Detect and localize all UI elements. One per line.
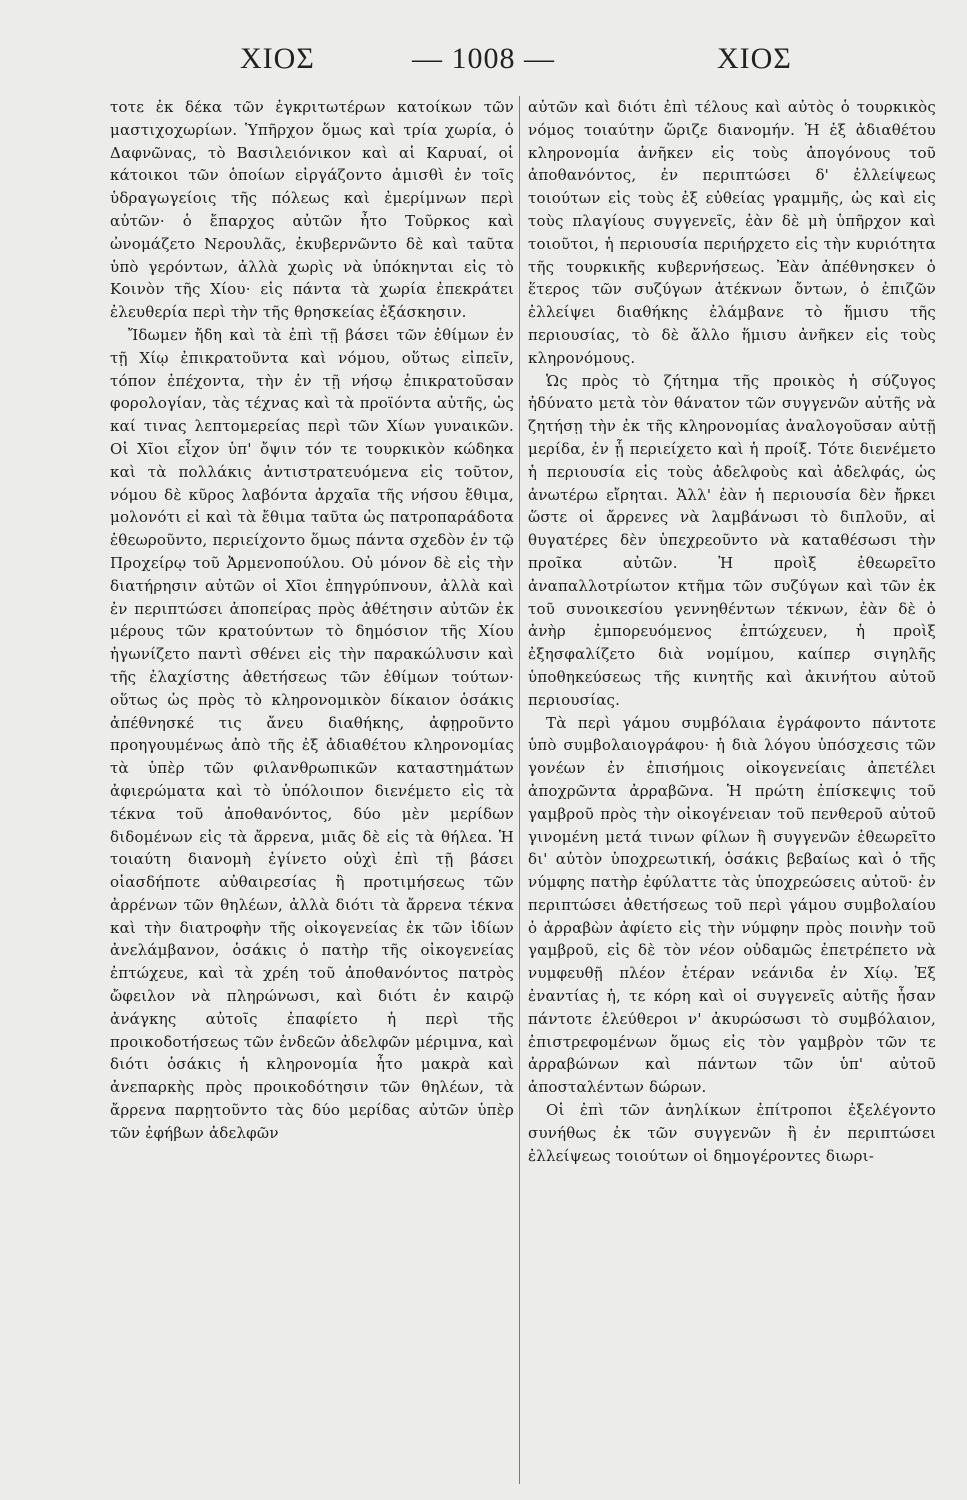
running-title-left: ΧΙΟΣ: [240, 42, 315, 75]
paragraph: Τὰ περὶ γάμου συμβόλαια ἐγράφοντο πάντοτε ὑπὸ συμβολαιογράφου· ἡ διὰ λόγου ὑπόσχεσις τῶν γονέων ἐν ἐπισήμοις οἰκογενείαις ἀπετέλει ἀποχρῶντα ἀρραβῶνα. Ἡ πρώτη ἐπίσκεψις τοῦ γαμβροῦ πρὸς τὴν οἰκογένειαν τοῦ πενθεροῦ αὐτοῦ γινομένη μετά τινων φίλων ἢ συγγενῶν ἐθεωρεῖτο δι' αὐτὸν ὑποχρεωτική, ὁσάκις βεβαίως καὶ ὁ τῆς νύμφης πατὴρ ἐφύλαττε τὰς ὑποχρεώσεις αὐτοῦ· ἐν περιπτώσει ἀθετήσεως τοῦ περὶ γάμου συμβολαίου ὁ ἀρραβὼν ἀφίετο εἰς τὴν νύμφην πρὸς ποινὴν τοῦ γαμβροῦ, εἰς δὲ τὸν νέον οὐδαμῶς ἐπετρέπετο νὰ νυμφευθῇ πλέον ἑτέραν νεάνιδα ἐν Χίῳ. Ἐξ ἐναντίας ἡ, τε κόρη καὶ οἱ συγγενεῖς αὐτῆς ἦσαν πάντοτε ἐλεύθεροι ν' ἀκυρώσωσι τὸ συμβόλαιον, ἐπιστρεφομένων ὅμως εἰς τὸν γαμβρὸν τῶν τε ἀρραβώνων καὶ πάντων τῶν ὑπ' αὐτοῦ ἀποσταλέντων δώρων.: [528, 713, 936, 1097]
page-header: [0, 42, 967, 92]
column-divider: [519, 96, 520, 1484]
running-title-right: ΧΙΟΣ: [717, 42, 792, 75]
paragraph: Ὡς πρὸς τὸ ζήτημα τῆς προικὸς ἡ σύζυγος ἠδύνατο μετὰ τὸν θάνατον τῶν συγγενῶν αὐτῆς νὰ ζητήσῃ τὴν ἐκ τῆς κληρονομίας ἀναλογοῦσαν αὐτῇ μερίδα, ἐν ᾗ περιείχετο καὶ ἡ προίξ. Τότε διενέμετο ἡ περιουσία εἰς τοὺς ἀδελφοὺς καὶ ἀδελφάς, ὡς ἀνωτέρω εἴρηται. Ἀλλ' ἐὰν ἡ περιουσία δὲν ἤρκει ὥστε οἱ ἄρρενες νὰ λαμβάνωσι τὸ διπλοῦν, αἱ θυγατέρες δὲν ὑπεχρεοῦντο νὰ καταθέσωσι τὴν προῖκα αὐτῶν. Ἡ προὶξ ἐθεωρεῖτο ἀναπαλλοτρίωτον κτῆμα τῶν συζύγων καὶ τῶν ἐκ τοῦ συνοικεσίου γεννηθέντων τέκνων, ἐὰν δὲ ὁ ἀνὴρ ἐμπορευόμενος ἐπτώχευεν, ἡ προὶξ ἐξησφαλίζετο διὰ νομίμου, καίπερ σιγηλῆς ὑποθηκεύσεως τῆς κινητῆς καὶ ἀκινήτου αὐτοῦ περιουσίας.: [528, 371, 936, 709]
page-number: — 1008 —: [412, 42, 555, 75]
paragraph: τοτε ἐκ δέκα τῶν ἐγκριτωτέρων κατοίκων τῶν μαστιχοχωρίων. Ὑπῆρχον ὅμως καὶ τρία χωρία, ὁ Δαφνῶνας, τὸ Βασιλειόνικον καὶ αἱ Καρυαί, οἱ κάτοικοι τῶν ὁποίων εἰργάζοντο ἀμισθὶ ἐν τοῖς ὑδραγωγείοις τῆς πόλεως καὶ ἐμερίμνων περὶ αὐτῶν· ὁ ἔπαρχος αὐτῶν ἦτο Τοῦρκος καὶ ὠνομάζετο Νερουλᾶς, ἐκυβερνῶντο δὲ καὶ ταῦτα ὑπὸ γερόντων, ἀλλὰ χωρὶς νὰ ὑπόκηνται εἰς τὸ Κοινὸν τῆς Χίου· εἰς πάντα τὰ χωρία ἐπεκράτει ἐλευθερία περὶ τὴν τῆς θρησκείας ἐξάσκησιν.: [110, 98, 514, 322]
paragraph: Ἴδωμεν ἤδη καὶ τὰ ἐπὶ τῇ βάσει τῶν ἐθίμων ἐν τῇ Χίῳ ἐπικρατοῦντα καὶ νόμου, οὕτως εἰπεῖν, τόπον ἐπέχοντα, τὴν ἐν τῇ νήσῳ ἐπικρατοῦσαν φορολογίαν, τὰς τέχνας καὶ τὰ προϊόντα αὐτῆς, ὡς καί τινας λεπτομερείας περὶ τῶν Χίων γυναικῶν. Οἱ Χῖοι εἶχον ὑπ' ὄψιν τόν τε τουρκικὸν κώδηκα καὶ τὰ πολλάκις ἀντιστρατευόμενα εἰς τοῦτον, νόμου δὲ κῦρος λαβόντα ἀρχαῖα τῆς νήσου ἔθιμα, μολονότι εἰ καὶ τὰ ἔθιμα ταῦτα ὡς πατροπαράδοτα ἐθεωροῦντο, περιείχοντο ὅμως πάντα σχεδὸν ἐν τῷ Προχείρῳ τοῦ Ἀρμενοπούλου. Οὐ μόνον δὲ εἰς τὴν διατήρησιν αὐτῶν οἱ Χῖοι ἐπηγρύπνουν, ἀλλὰ καὶ ἐν περιπτώσει ἀποπείρας πρὸς ἀθέτησιν αὐτῶν ἐκ μέρους τῶν κρατούντων τὸ δημόσιον τῆς Χίου ἠγωνίζετο παντὶ σθένει εἰς τὴν παρακώλυσιν καὶ τῆς ἐλαχίστης ἀθετήσεως τῶν ἐθίμων τούτων· οὕτως ὡς πρὸς τὸ κληρονομικὸν δίκαιον ὁσάκις ἀπέθνησκέ τις ἄνευ διαθήκης, ἀφῃροῦντο προηγουμένως ἀπὸ τῆς ἐξ ἀδιαθέτου κληρονομίας τὰ ὑπὲρ τῶν φιλανθρωπικῶν καταστημάτων ἀφιερώματα καὶ τὸ ὑπόλοιπον διενέμετο εἰς τὰ τέκνα τοῦ ἀποθανόντος, δύο μὲν μερίδων διδομένων εἰς τὰ ἄρρενα, μιᾶς δὲ εἰς τὰ θήλεα. Ἡ τοιαύτη διανομὴ ἐγίνετο οὐχὶ ἐπὶ τῇ βάσει οἱασδήποτε αὐθαιρεσίας ἢ προτιμήσεως τῶν ἀρρένων τῶν θηλέων, ἀλλὰ διότι τὰ ἄρρενα τέκνα καὶ τὴν διατροφὴν τῆς οἰκογενείας ἐκ τῶν ἰδίων ἀνελάμβανον, ὁσάκις ὁ πατὴρ τῆς οἰκογενείας ἐπτώχευε, καὶ τὰ χρέη τοῦ ἀποθανόντος πατρὸς ὤφειλον νὰ πληρώνωσι, καὶ διότι ἐν καιρῷ ἀνάγκης αὐτοῖς ἐπαφίετο ἡ περὶ τῆς προικοδοτήσεως τῶν ἐνδεῶν ἀδελφῶν μέριμνα, καὶ διότι ὁσάκις ἡ κληρονομία ἦτο μακρὰ καὶ ἀνεπαρκὴς πρὸς προικοδότησιν τῶν θηλέων, τὰ ἄρρενα παρῃτοῦντο τὰς δύο μερίδας αὐτῶν ὑπὲρ τῶν ἐφήβων ἀδελφῶν: [110, 325, 514, 1142]
right-column: [528, 96, 936, 1167]
paragraph: Οἱ ἐπὶ τῶν ἀνηλίκων ἐπίτροποι ἐξελέγοντο συνήθως ἐκ τῶν συγγενῶν ἢ ἐν περιπτώσει ἐλλείψεως τοιούτων οἱ δημογέροντες διωρι-: [528, 1101, 936, 1165]
paragraph: αὐτῶν καὶ διότι ἐπὶ τέλους καὶ αὐτὸς ὁ τουρκικὸς νόμος τοιαύτην ὥριζε διανομήν. Ἡ ἐξ ἀδιαθέτου κληρονομία ἀνῆκεν εἰς τοὺς ἀπογόνους τοῦ ἀποθανόντος, ἐν περιπτώσει δ' ἐλλείψεως τοιούτων εἰς τοὺς ἐξ εὐθείας γραμμῆς, ὡς καὶ εἰς τοὺς πλαγίους συγγενεῖς, ἐὰν δὲ μὴ ὑπῆρχον καὶ τοιοῦτοι, ἡ περιουσία περιήρχετο εἰς τὴν κυριότητα τῆς τουρκικῆς κυβερνήσεως. Ἐὰν ἀπέθνησκεν ὁ ἕτερος τῶν συζύγων ἀτέκνων ὄντων, ὁ ἐπιζῶν ἐλλείψει διαθήκης ἐλάμβανε τὸ ἥμισυ τῆς περιουσίας, τὸ δὲ ἄλλο ἥμισυ ἀνῆκεν εἰς τοὺς κληρονόμους.: [528, 98, 936, 367]
left-column: [110, 96, 514, 1145]
